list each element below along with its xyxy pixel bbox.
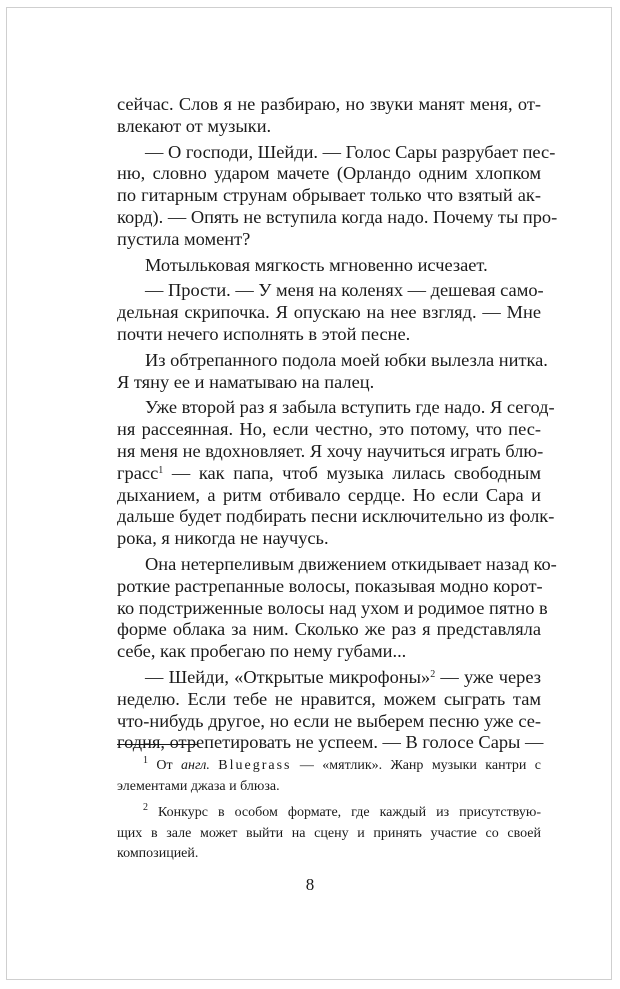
footnotes [117, 756, 541, 865]
text-line: Уже второй раз я забыла вступить где надо. Я сегод- [145, 397, 555, 418]
text-line: неделю. Если тебе не нравится, можем сыграть там [117, 688, 541, 709]
text-fragment: — как папа, чтоб музыка лилась свободным [163, 462, 541, 483]
text-fragment: — уже через [435, 666, 541, 687]
body-text [117, 94, 558, 754]
footnote-text: От [148, 758, 182, 773]
text-line: Я тяну ее и наматываю на палец. [117, 371, 375, 392]
text-line: Она нетерпеливым движением откидывает назад ко- [145, 553, 557, 574]
footnote-2-line-3: композицией. [117, 846, 199, 861]
text-line: рока, я никогда не научусь. [117, 528, 329, 549]
footnote-1 [117, 756, 541, 777]
text-line: ко подстриженные волосы над ухом и родимое пятно в [117, 597, 548, 618]
text-line: влекают от музыки. [117, 115, 272, 136]
text-line-with-footnote [117, 667, 541, 689]
text-line: пустила момент? [117, 228, 251, 249]
footnote-lang: англ. [181, 758, 210, 773]
text-line: сейчас. Слов я не разбираю, но звуки манят меня, от- [117, 94, 541, 114]
text-line: — Прости. — У меня на коленях — дешевая само- [145, 280, 544, 301]
footnote-text: Конкурс в особом формате, где каждый из присутствую- [148, 805, 541, 820]
text-line: — О господи, Шейди. — Голос Сары разрубает пес- [145, 141, 556, 162]
text-line: роткие растрепанные волосы, показывая модно корот- [117, 575, 543, 596]
text-fragment: — Шейди, «Открытые микрофоны» [145, 666, 431, 687]
text-line: себе, как пробегаю по нему губами... [117, 641, 407, 662]
text-line: корд). — Опять не вступила когда надо. Почему ты про- [117, 206, 558, 227]
footnote-mark-2[interactable]: 2 [430, 668, 436, 680]
footnote-term: Bluegrass [218, 758, 292, 773]
footnote-2-line-2: щих в зале может выйти на сцену и принять участие со своей [117, 825, 541, 841]
text-line: дальше будет подбирать песни исключительно из фолк- [117, 506, 555, 527]
page-number: 8 [305, 875, 315, 894]
text-line: по гитарным струнам обрывает только что взятый ак- [117, 185, 541, 206]
text-line-with-footnote [117, 463, 541, 485]
text-line: ню, словно ударом мачете (Орландо одним хлопком [117, 163, 541, 184]
footnote-mark-1[interactable]: 1 [158, 464, 164, 476]
text-line: Из обтрепанного подола моей юбки вылезла нитка. [145, 349, 548, 370]
footnote-text: — «мятлик». Жанр музыки кантри с [291, 758, 542, 773]
text-line: ня рассеянная. Но, если честно, это потому, что пес- [117, 419, 541, 440]
footnote-number: 2 [143, 802, 148, 813]
text-line: почти нечего исполнять в этой песне. [117, 323, 411, 344]
footnote-divider [117, 744, 197, 745]
text-line: форме облака за ним. Сколько же раз я представляла [117, 619, 541, 640]
text-fragment: грасс [117, 462, 159, 483]
text-line: ня меня не вдохновляет. Я хочу научиться играть блю- [117, 440, 544, 461]
text-line: годня, отрепетировать не успеем. — В голосе Сары — [117, 732, 544, 753]
text-line: дельная скрипочка. Я опускаю на нее взгляд. — Мне [117, 302, 541, 323]
footnote-number: 1 [143, 755, 148, 766]
text-line: Мотыльковая мягкость мгновенно исчезает. [145, 254, 488, 275]
footnote-1-line-2: элементами джаза и блюза. [117, 778, 280, 794]
text-line: дыханием, а ритм отбивало сердце. Но если Сара и [117, 484, 541, 505]
text-line: что-нибудь другое, но если не выберем песню уже се- [117, 710, 541, 731]
footnote-2 [117, 803, 541, 824]
